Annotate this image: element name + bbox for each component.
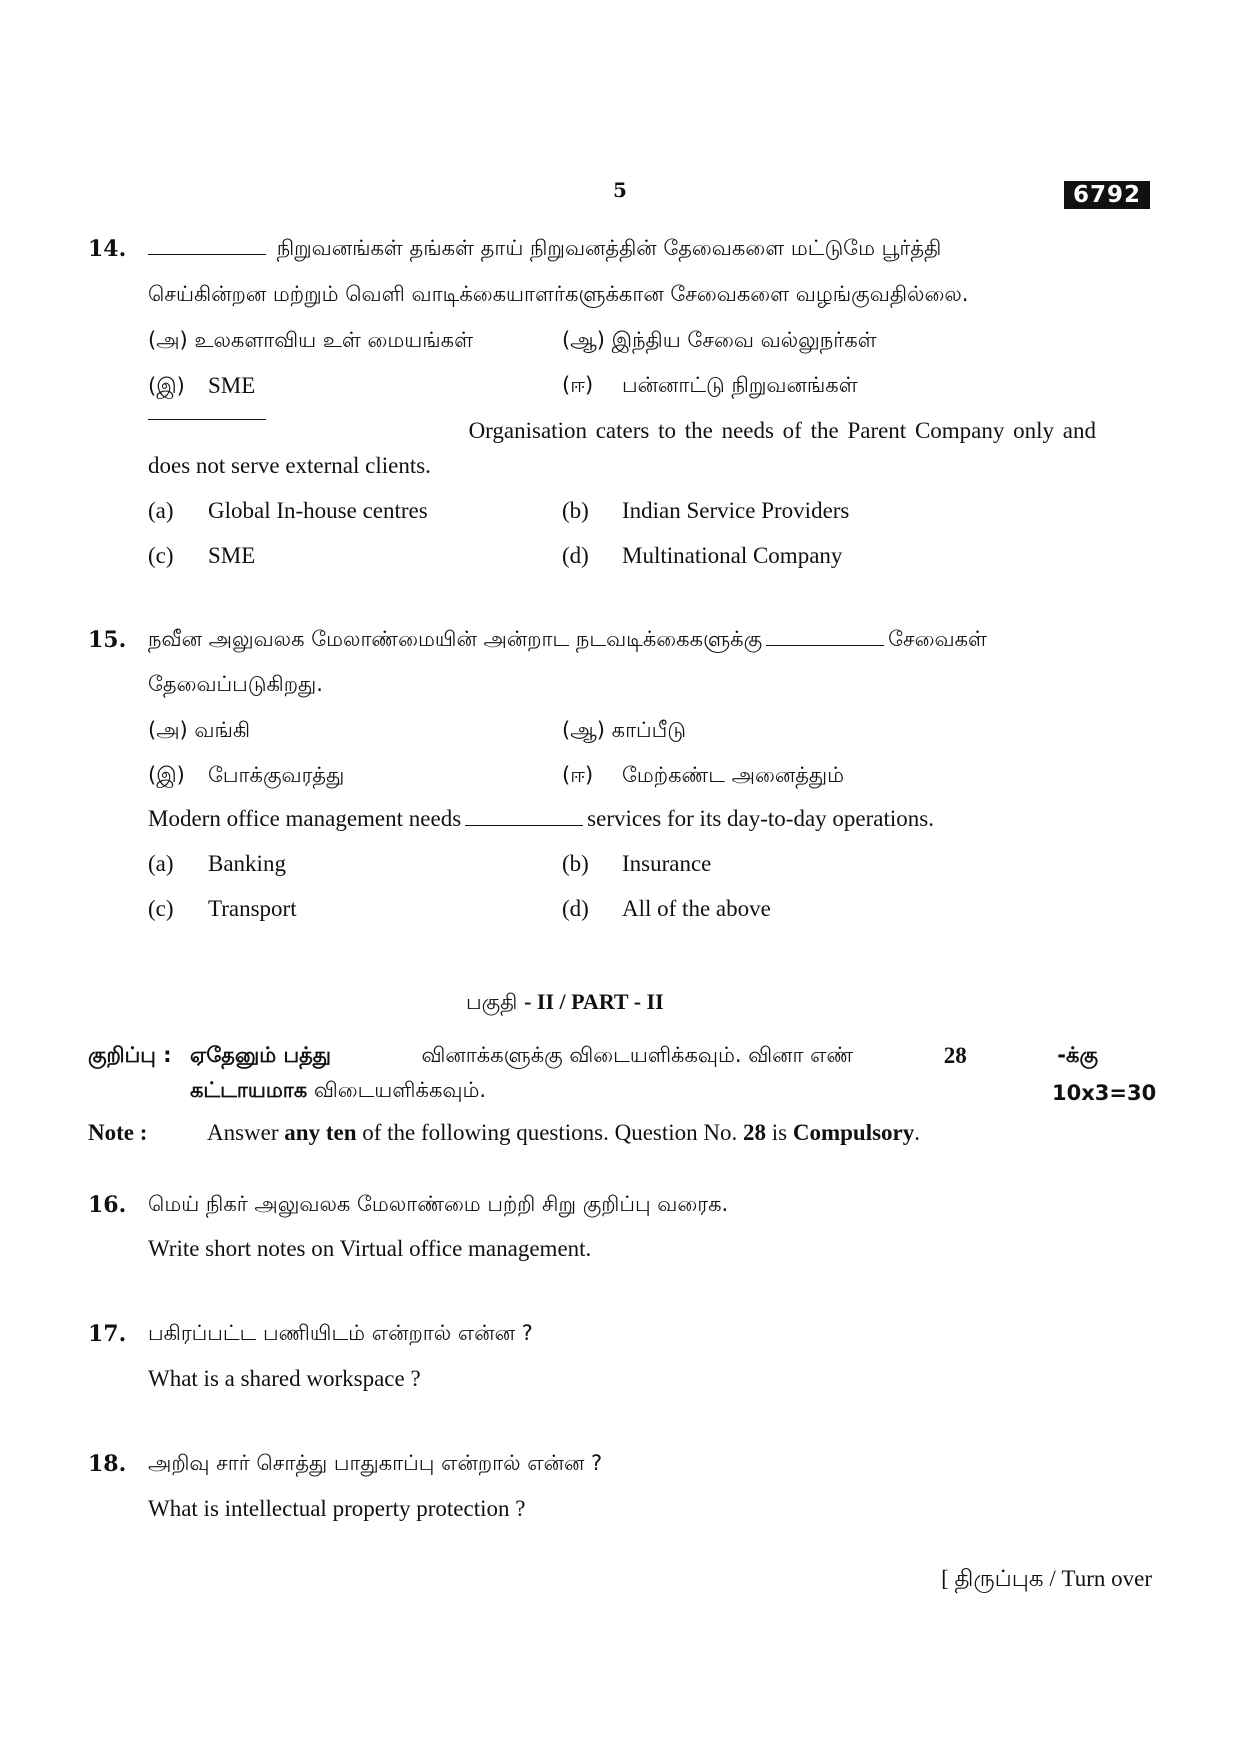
- question-text-tamil: [148, 236, 941, 263]
- option-c-tamil: (இ) SME: [148, 373, 256, 398]
- question-text-english: does not serve external clients.: [148, 453, 431, 478]
- question-text-tamil: செய்கின்றன மற்றும் வெளி வாடிக்கையாளர்களுக்கான சேவைகளை வழங்குவதில்லை.: [148, 282, 969, 306]
- answer-blank: [766, 644, 884, 646]
- option-b: (b) Insurance: [562, 851, 712, 876]
- option-a: (a) Banking: [148, 851, 286, 876]
- question-text-tamil: அறிவு சார் சொத்து பாதுகாப்பு என்றால் என்ன ?: [148, 1451, 603, 1475]
- question-number: 15.: [88, 627, 127, 653]
- question-text-english: What is a shared workspace ?: [148, 1366, 421, 1391]
- option-b-tamil: (ஆ) இந்திய சேவை வல்லுநர்கள்: [562, 328, 877, 352]
- question-text-tamil: நவீன அலுவலக மேலாண்மையின் அன்றாட நடவடிக்கைகளுக்கு சேவைகள்: [148, 627, 987, 651]
- question-number: 18.: [88, 1451, 127, 1477]
- option-d: (d) All of the above: [562, 896, 771, 921]
- question-text-tamil: தேவைப்படுகிறது.: [148, 672, 323, 696]
- option-c: (c) SME: [148, 543, 256, 568]
- option-a: (a) Global In-house centres: [148, 498, 428, 523]
- option-d-tamil: (ஈ) மேற்கண்ட அனைத்தும்: [562, 763, 845, 787]
- question-number: 16.: [88, 1192, 127, 1218]
- option-d-tamil: (ஈ) பன்னாட்டு நிறுவனங்கள்: [562, 373, 858, 397]
- option-b-tamil: (ஆ) காப்பீடு: [562, 718, 687, 742]
- note-text-tamil-line2: கட்டாயமாக விடையளிக்கவும்.: [190, 1078, 487, 1102]
- option-a-tamil: (அ) உலகளாவிய உள் மையங்கள்: [148, 328, 474, 352]
- part-heading: பகுதி - II / PART - II: [466, 989, 664, 1014]
- question-text-tamil: மெய் நிகர் அலுவலக மேலாண்மை பற்றி சிறு குறிப்பு வரைக.: [148, 1192, 729, 1216]
- note-label-tamil: குறிப்பு :: [88, 1043, 172, 1067]
- note-text: Answer any ten of the following questions. Question No. 28 is Compulsory.: [207, 1120, 920, 1145]
- question-text-part: நிறுவனங்கள் தங்கள் தாய் நிறுவனத்தின் தேவைகளை மட்டுமே பூர்த்தி: [276, 236, 942, 260]
- turn-over: [ திருப்புக / Turn over: [941, 1566, 1152, 1591]
- option-d: (d) Multinational Company: [562, 543, 843, 568]
- question-text-tamil: பகிரப்பட்ட பணியிடம் என்றால் என்ன ?: [148, 1321, 533, 1345]
- page-number: 5: [613, 178, 627, 202]
- option-a-tamil: (அ) வங்கி: [148, 718, 251, 742]
- question-text-english: Write short notes on Virtual office management.: [148, 1236, 592, 1261]
- note-text-tamil: ஏதேனும் பத்து வினாக்களுக்கு விடையளிக்கவும். வினா எண் 28 -க்கு: [190, 1043, 1098, 1068]
- paper-code: 6792: [1064, 181, 1150, 209]
- marks: 10x3=30: [1052, 1081, 1157, 1105]
- option-c-tamil: (இ) போக்குவரத்து: [148, 763, 345, 787]
- question-text-english: What is intellectual property protection ?: [148, 1496, 526, 1521]
- question-number: 14.: [88, 236, 127, 262]
- option-b: (b) Indian Service Providers: [562, 498, 850, 523]
- note-label: Note :: [88, 1120, 148, 1145]
- answer-blank: [465, 824, 583, 826]
- answer-blank: [148, 253, 266, 255]
- question-text-english: Organisation caters to the needs of the Parent Company only and: [148, 418, 1096, 444]
- option-c: (c) Transport: [148, 896, 297, 921]
- question-number: 17.: [88, 1321, 127, 1347]
- answer-blank: [148, 418, 266, 420]
- question-text-english: Modern office management needs services for its day-to-day operations.: [148, 806, 934, 831]
